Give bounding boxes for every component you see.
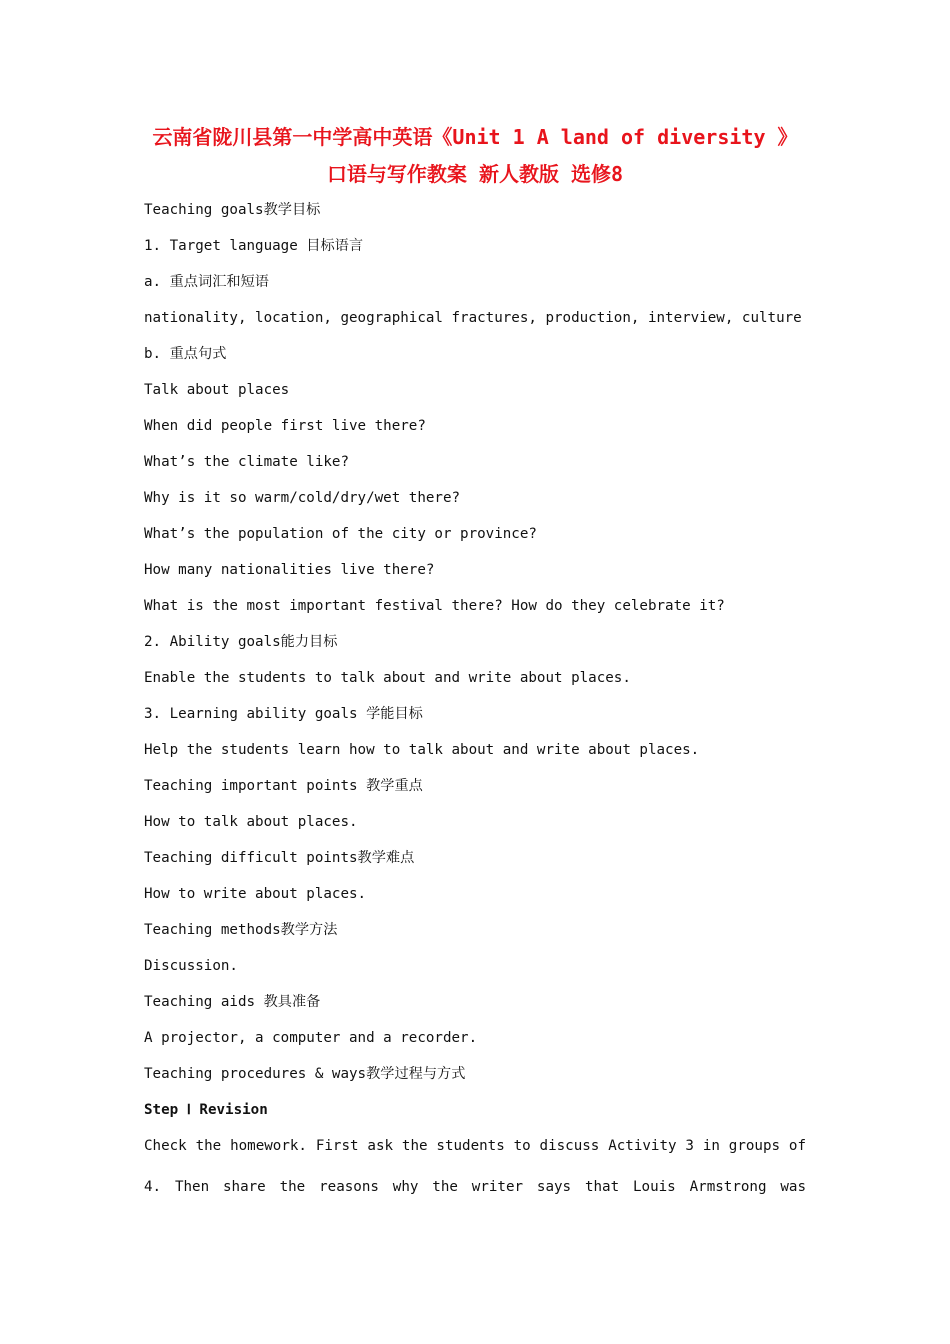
vocabulary-list: nationality, location, geographical fractures, production, interview, culture bbox=[144, 310, 802, 326]
document-title-line-1: 云南省陇川县第一中学高中英语《Unit 1 A land of diversity 》 bbox=[152, 125, 798, 149]
sentence-item: What’s the population of the city or province? bbox=[144, 526, 537, 542]
heading-learning-ability-goals: 3. Learning ability goals 学能目标 bbox=[144, 706, 423, 722]
paragraph: How to talk about places. bbox=[144, 814, 358, 830]
paragraph: How to write about places. bbox=[144, 886, 367, 902]
sentence-item: How many nationalities live there? bbox=[144, 562, 435, 578]
sentence-item: Talk about places bbox=[144, 382, 290, 398]
heading-teaching-methods: Teaching methods教学方法 bbox=[144, 922, 338, 938]
heading-ability-goals: 2. Ability goals能力目标 bbox=[144, 634, 338, 650]
sentence-item: When did people first live there? bbox=[144, 418, 426, 434]
paragraph: Help the students learn how to talk about and write about places. bbox=[144, 742, 700, 758]
subheading-vocabulary: a. 重点词汇和短语 bbox=[144, 274, 269, 290]
heading-teaching-goals: Teaching goals教学目标 bbox=[144, 202, 321, 218]
heading-important-points: Teaching important points 教学重点 bbox=[144, 778, 423, 794]
paragraph: Discussion. bbox=[144, 958, 238, 974]
sentence-item: Why is it so warm/cold/dry/wet there? bbox=[144, 490, 461, 506]
document-title-line-2: 口语与写作教案 新人教版 选修8 bbox=[326, 162, 624, 186]
sentence-item: What is the most important festival there? How do they celebrate it? bbox=[144, 598, 725, 614]
heading-difficult-points: Teaching difficult points教学难点 bbox=[144, 850, 415, 866]
paragraph: Enable the students to talk about and write about places. bbox=[144, 670, 631, 686]
paragraph: Check the homework. First ask the students to discuss Activity 3 in groups of bbox=[144, 1138, 806, 1154]
heading-teaching-procedures: Teaching procedures & ways教学过程与方式 bbox=[144, 1066, 466, 1082]
step-heading: Step Ⅰ Revision bbox=[144, 1102, 268, 1118]
paragraph: 4. Then share the reasons why the writer says that Louis Armstrong was bbox=[144, 1179, 806, 1195]
heading-target-language: 1. Target language 目标语言 bbox=[144, 238, 364, 254]
paragraph: A projector, a computer and a recorder. bbox=[144, 1030, 478, 1046]
heading-teaching-aids: Teaching aids 教具准备 bbox=[144, 994, 321, 1010]
subheading-sentences: b. 重点句式 bbox=[144, 346, 227, 362]
sentence-item: What’s the climate like? bbox=[144, 454, 349, 470]
